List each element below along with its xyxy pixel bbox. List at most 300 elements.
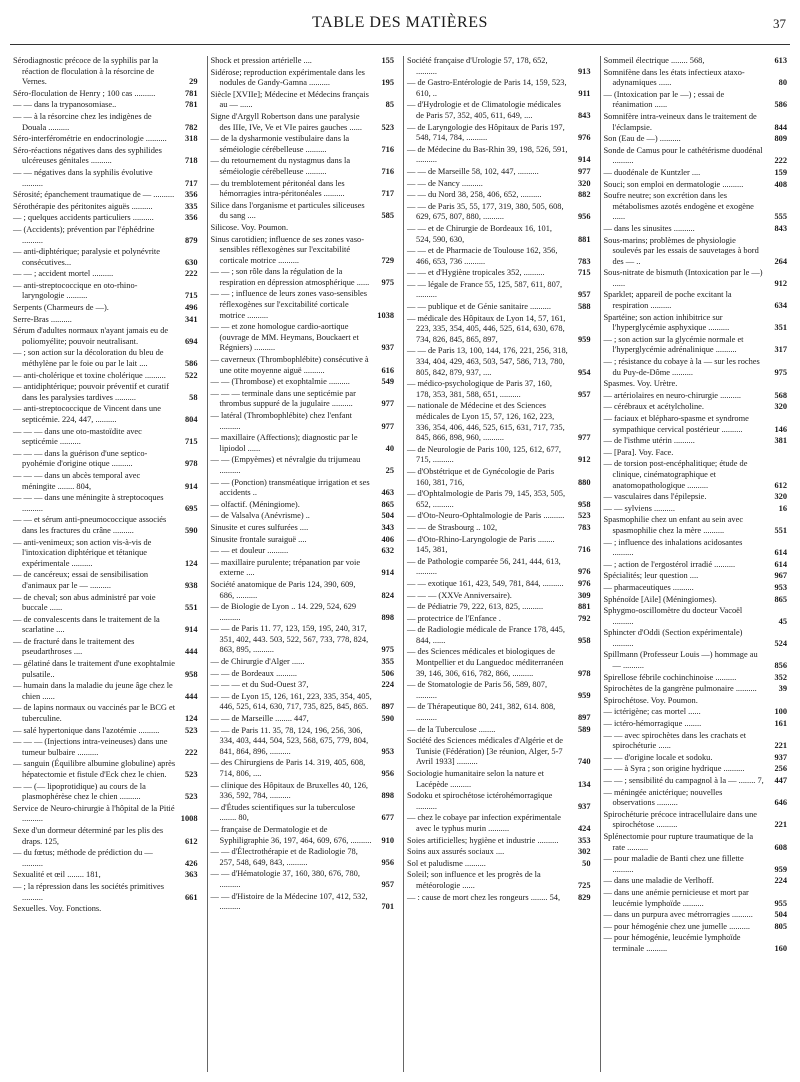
entry-page-number: 16 <box>778 503 787 513</box>
index-entry <box>211 455 395 476</box>
entry-page-number: 100 <box>774 707 787 717</box>
index-entry <box>211 825 395 846</box>
entry-text: — de fracturé dans le traitement des pseudarthroses .... <box>13 636 135 657</box>
index-entry <box>211 803 395 824</box>
entry-text: Sociologie humanitaire selon la nature et Lacépède .......... <box>407 769 544 789</box>
entry-text: — — d'Électrothérapie et de Radiologie 78, 257, 548, 649, 843, .......... <box>210 847 358 867</box>
index-entry <box>211 90 395 111</box>
index-entry <box>604 402 788 413</box>
entry-page-number: 881 <box>577 234 591 244</box>
entry-text: — anti-venimeux; son action vis-à-vis de l'intoxication diphtérique et tétanique expérimentale .......... <box>13 537 152 568</box>
entry-page-number: 80 <box>778 78 787 88</box>
index-entry <box>407 179 591 190</box>
index-entry <box>211 869 395 890</box>
index-entry <box>604 436 788 447</box>
entry-page-number: 568 <box>774 390 787 400</box>
index-entry <box>13 303 198 314</box>
entry-text: Séro-interférométrie en endocrinologie .......... <box>13 134 167 144</box>
entry-text: Serpents (Charmeurs de —). <box>13 303 109 313</box>
entry-text: — maxillaire (Affections); diagnostic par le lipiodol ...... <box>210 433 358 453</box>
entry-text: — du fœtus; méthode de prédiction du — .......... <box>13 848 153 868</box>
entry-text: — ; son action sur la décoloration du bleu de méthylène par le foie ou par le lait .... <box>13 348 164 369</box>
entry-page-number: 29 <box>189 77 198 87</box>
entry-text: — de Biologie de Lyon .. 14. 229, 524, 629 .......... <box>210 602 357 622</box>
entry-page-number: 978 <box>577 668 591 678</box>
entry-text: Service de Neuro-chirurgie à l'hôpital de la Pitié .......... <box>13 803 175 824</box>
index-entry <box>407 602 591 613</box>
entry-text: — de l'isthme utérin .......... <box>603 436 695 446</box>
entry-page-number: 523 <box>184 792 198 802</box>
entry-text: Séro-floculation de Henry ; 100 cas .......... <box>13 88 156 98</box>
index-entry <box>211 624 395 656</box>
entry-page-number: 843 <box>577 110 591 120</box>
index-entry <box>211 235 395 267</box>
entry-text: — de Gastro-Entérologie de Paris 14, 159, 523, 610, .. <box>407 78 567 98</box>
index-entry <box>211 112 395 133</box>
entry-page-number: 222 <box>774 156 787 166</box>
index-entry <box>604 459 788 491</box>
index-entry <box>604 764 788 775</box>
index-entry <box>13 538 198 570</box>
entry-page-number: 45 <box>778 616 787 626</box>
index-entry <box>604 673 788 684</box>
index-entry <box>13 134 198 145</box>
entry-page-number: 264 <box>774 256 787 266</box>
index-entry <box>13 146 198 167</box>
index-entry <box>604 832 788 853</box>
index-entry <box>211 267 395 288</box>
entry-page-number: 523 <box>381 122 394 132</box>
entry-text: Spécialités; leur question .... <box>603 571 699 581</box>
entry-text: — latéral (Thrombophlébite) chez l'enfant .......... <box>210 411 352 431</box>
entry-page-number: 958 <box>577 499 591 509</box>
entry-text: — — de Strasbourg .. 102, <box>407 522 498 532</box>
entry-page-number: 882 <box>577 190 591 200</box>
index-entry <box>604 707 788 718</box>
entry-page-number: 444 <box>184 647 198 657</box>
entry-page-number: 522 <box>184 370 198 380</box>
index-entry <box>13 826 198 847</box>
index-entry <box>211 669 395 680</box>
index-entry <box>13 326 198 347</box>
entry-page-number: 976 <box>577 133 591 143</box>
entry-text: — — — dans un abcès temporal avec méningite ........ 804, <box>13 470 141 491</box>
entry-page-number: 221 <box>774 741 787 751</box>
entry-text: — ictérigène; cas mortel ...... <box>603 707 701 717</box>
index-entry <box>13 882 198 903</box>
entry-text: Sous-marins; problèmes de physiologie soulevés par les essais de sauvetages à bord des — .. <box>603 235 759 266</box>
entry-text: Sexe d'un dormeur déterminé par les plis des draps. 125, <box>13 825 164 846</box>
index-entry <box>604 56 788 67</box>
entry-text: Spirellose fébrile cochinchinoise .......... <box>603 672 737 682</box>
entry-page-number: 506 <box>381 668 394 678</box>
entry-page-number: 40 <box>385 443 394 453</box>
entry-text: — cérébraux et acétylcholine. <box>603 402 704 412</box>
entry-page-number: 967 <box>774 571 787 581</box>
entry-text: Signe d'Argyll Robertson dans une paralysie des IIIe, IVe, Ve et VIe paires gauches ...... <box>210 111 362 132</box>
entry-page-number: 975 <box>774 367 787 377</box>
entry-text: — dans un purpura avec métrorragies .......... <box>603 910 753 920</box>
entry-text: — duodénale de Kuntzler .... <box>603 167 701 177</box>
entry-text: — du tremblotement péritonéal dans les hémorragies intra-péritonéales .......... <box>210 178 345 199</box>
entry-text: — — et sérum anti-pneumococcique associés dans les fractures du crâne .......... <box>13 515 167 535</box>
index-entry <box>13 371 198 382</box>
entry-text: Spartéine; son action inhibitrice sur l'hyperglycémie asphyxique .......... <box>603 312 730 333</box>
index-entry <box>604 448 788 459</box>
entry-page-number: 977 <box>577 433 591 443</box>
entry-page-number: 447 <box>774 776 787 785</box>
index-entry <box>13 737 198 758</box>
entry-text: Serre-Bras .......... <box>13 314 72 324</box>
entry-text: — faciaux et blépharo-spasme et syndrome sympathique cervical postérieur .......... <box>603 414 749 434</box>
entry-page-number: 677 <box>381 813 394 823</box>
entry-page-number: 302 <box>577 847 591 857</box>
entry-page-number: 646 <box>774 798 787 808</box>
entry-text: — de Pathologie comparée 56, 241, 444, 613, .......... <box>407 556 561 577</box>
index-entry <box>407 314 591 346</box>
entry-page-number: 977 <box>381 399 394 409</box>
entry-text: — méningée anictérique; nouvelles observations .......... <box>603 787 723 808</box>
index-entry <box>13 168 198 189</box>
entry-page-number: 717 <box>184 178 198 188</box>
index-entry <box>211 657 395 668</box>
entry-text: — — (— lipoprotidique) au cours de la plasmophérèse chez le chien .......... <box>13 781 146 802</box>
entry-page-number: 914 <box>184 625 198 635</box>
entry-text: — d'Oto-Rhino-Laryngologie de Paris ........ 145, 381, <box>407 534 555 555</box>
entry-text: Sinusite et cures sulfurées .... <box>210 522 309 532</box>
entry-text: — — de Paris 11. 35, 78, 124, 196, 256, 306, 334, 403, 444, 504, 523, 568, 675, 779, 804, 841, 864, 896, .......... <box>210 725 369 756</box>
index-entry <box>604 854 788 875</box>
index-entry <box>407 557 591 578</box>
entry-page-number: 914 <box>184 481 198 491</box>
entry-text: — — (Empyèmes) et névralgie du trijumeau .......... <box>210 455 361 475</box>
index-entry <box>604 922 788 933</box>
index-entry <box>211 223 395 234</box>
index-entry <box>211 523 395 534</box>
entry-text: Sol et paludisme .......... <box>407 858 486 868</box>
entry-text: — — d'Histoire de la Médecine 107, 412, 532, .......... <box>210 891 368 912</box>
index-entry <box>604 146 788 167</box>
entry-text: — — ; accident mortel .......... <box>13 269 114 279</box>
entry-text: — artériolaires en neuro-chirurgie .......... <box>603 390 742 400</box>
entry-page-number: 716 <box>381 166 394 176</box>
entry-page-number: 957 <box>381 879 394 889</box>
index-entry <box>604 571 788 582</box>
index-entry <box>407 379 591 400</box>
index-entry <box>13 515 198 536</box>
index-entry <box>407 401 591 443</box>
index-entry <box>407 579 591 590</box>
index-entry <box>604 719 788 730</box>
index-entry <box>604 180 788 191</box>
entry-page-number: 588 <box>577 302 591 312</box>
index-entry <box>407 736 591 768</box>
index-entry <box>407 202 591 223</box>
index-entry <box>407 625 591 646</box>
index-entry <box>13 202 198 213</box>
entry-text: — ; son action sur la glycémie normale et l'hyperglycémie adrénalinique .......... <box>603 334 744 355</box>
entry-page-number: 914 <box>381 568 394 578</box>
entry-page-number: 58 <box>189 392 198 402</box>
index-entry <box>13 348 198 369</box>
entry-page-number: 955 <box>774 898 787 908</box>
index-entry <box>211 758 395 779</box>
entry-page-number: 320 <box>774 492 787 502</box>
entry-text: — de Valsalva (Anévrisme) .. <box>210 511 310 521</box>
entry-text: — de cancéreux; essai de sensibilisation d'animaux par le — .......... <box>13 570 149 590</box>
entry-text: — d'Ophtalmologie de Paris 79, 145, 353, 505, 652, .......... <box>407 489 566 509</box>
entry-page-number: 781 <box>184 88 198 98</box>
entry-text: — médico-psychologique de Paris 37, 160, 178, 353, 381, 588, 651, .......... <box>407 379 552 399</box>
entry-text: — protectrice de l'Enfance . <box>407 613 501 623</box>
index-entry <box>211 726 395 758</box>
entry-text: Silice dans l'organisme et particules siliceuses du sang .... <box>210 200 365 221</box>
entry-page-number: 976 <box>577 567 591 577</box>
index-entry <box>407 467 591 488</box>
entry-text: — — — dans une méningite à streptocoques .......... <box>13 493 164 513</box>
index-entry <box>13 615 198 636</box>
entry-page-number: 661 <box>184 892 198 902</box>
entry-text: — clinique des Hôpitaux de Bruxelles 40, 126, 336, 592, 784, .......... <box>210 780 368 801</box>
index-entry <box>211 558 395 579</box>
index-entry <box>407 224 591 245</box>
entry-page-number: 879 <box>184 235 198 245</box>
entry-page-number: 124 <box>184 714 198 724</box>
index-entry <box>407 489 591 510</box>
entry-text: — d'Hydrologie et de Climatologie médicales de Paris 57, 352, 405, 611, 649, .... <box>407 100 561 120</box>
entry-page-number: 408 <box>774 179 787 189</box>
entry-text: — — ; son rôle dans la régulation de la respiration en dépression atmosphérique ...... <box>210 267 370 287</box>
entry-text: — de Stomatologie de Paris 56, 589, 807, .......... <box>407 680 548 700</box>
entry-text: Sidérose; reproduction expérimentale dans les nodules de Gandy-Gamna .......... <box>210 67 365 88</box>
entry-text: — — (Thrombose) et exophtalmie .......... <box>210 377 350 387</box>
entry-page-number: 424 <box>577 823 591 833</box>
entry-text: — — et de Chirurgie de Bordeaux 16, 101, 524, 590, 630, <box>407 223 552 244</box>
index-entry <box>211 322 395 354</box>
entry-text: — anti-streptococcique de Vincent dans une septicémie. 224, 447, .......... <box>13 404 161 424</box>
index-entry <box>604 224 788 235</box>
entry-text: — de la Tuberculose ........ <box>407 724 496 734</box>
entry-text: — — (Ponction) transméatique irrigation et ses accidents .. <box>210 477 370 498</box>
entry-page-number: 881 <box>577 602 591 612</box>
entry-page-number: 783 <box>577 256 591 266</box>
entry-page-number: 978 <box>184 459 198 469</box>
entry-text: — — — dans la guérison d'une septico-pyohémie d'origine otique .......... <box>13 448 148 469</box>
index-entry <box>407 511 591 522</box>
index-entry <box>407 647 591 679</box>
entry-text: Soies artificielles; hygiène et industrie .......... <box>407 835 559 845</box>
index-column-4 <box>600 56 791 1072</box>
index-entry <box>407 769 591 790</box>
entry-page-number: 911 <box>578 88 591 98</box>
entry-text: — — à la résorcine chez les indigènes de Douala .......... <box>13 111 152 132</box>
entry-text: — (Intoxication par le —) ; essai de réanimation ...... <box>603 89 725 110</box>
entry-text: — — et zone homologue cardio-aortique (ouvrage de MM. Heymans, Bouckaert et Régniers) .......... <box>210 322 359 353</box>
index-entry <box>211 389 395 410</box>
entry-page-number: 630 <box>184 257 198 267</box>
entry-page-number: 953 <box>381 746 394 756</box>
entry-page-number: 957 <box>577 290 591 300</box>
entry-text: — — exotique 161, 423, 549, 781, 844, .......... <box>407 578 564 588</box>
entry-page-number: 954 <box>577 367 591 377</box>
index-entry <box>604 696 788 707</box>
entry-text: Sérum d'adultes normaux n'ayant jamais eu de poliomyélite; pouvoir neutralisant. <box>13 326 169 346</box>
entry-page-number: 975 <box>381 277 394 287</box>
entry-page-number: 844 <box>774 122 787 132</box>
entry-page-number: 880 <box>577 477 591 487</box>
entry-text: Société française d'Urologie 57, 178, 652, .......... <box>407 56 548 76</box>
index-columns <box>10 56 790 1072</box>
entry-page-number: 406 <box>381 534 394 544</box>
entry-page-number: 222 <box>184 747 198 757</box>
index-entry <box>13 726 198 737</box>
entry-page-number: 159 <box>774 167 787 177</box>
entry-text: Somnifène dans les états infectieux ataxo-adynamiques ...... <box>603 67 745 88</box>
index-entry <box>604 888 788 909</box>
entry-text: — d'Obstétrique et de Gynécologie de Paris 160, 381, 716, <box>407 466 555 487</box>
entry-page-number: 524 <box>774 638 787 648</box>
entry-text: — — légale de France 55, 125, 587, 611, 807, .......... <box>407 279 563 300</box>
page-title: TABLE DES MATIÈRES <box>312 14 488 31</box>
entry-page-number: 523 <box>184 770 198 779</box>
entry-text: Spasmes. Voy. Urètre. <box>603 379 678 389</box>
index-entry <box>13 848 198 869</box>
entry-text: — — — (XXVe Anniversaire). <box>407 590 512 600</box>
entry-text: Sphincter d'Oddi (Section expérimentale) .......... <box>603 628 743 648</box>
entry-text: — pharmaceutiques .......... <box>603 582 694 592</box>
index-entry <box>211 535 395 546</box>
entry-page-number: 716 <box>381 144 394 154</box>
index-entry <box>13 190 198 201</box>
entry-text: Sparklet; appareil de poche excitant la respiration .......... <box>603 290 732 311</box>
entry-text: — — à Syra ; son origine hydrique .......... <box>603 764 745 774</box>
entry-text: — de Chirurgie d'Alger ...... <box>210 657 305 667</box>
index-entry <box>407 791 591 812</box>
index-entry <box>13 904 198 915</box>
index-entry <box>211 680 395 691</box>
entry-page-number: 551 <box>774 525 787 535</box>
index-entry <box>13 703 198 724</box>
entry-text: — anti-cholérique et toxine cholérique .......... <box>13 370 166 380</box>
entry-page-number: 351 <box>774 323 787 333</box>
index-entry <box>407 302 591 313</box>
index-entry <box>13 759 198 780</box>
index-entry <box>13 427 198 448</box>
index-entry <box>604 134 788 145</box>
entry-text: Sinusite frontale suraiguë .... <box>210 534 307 544</box>
index-entry <box>604 290 788 311</box>
entry-text: — — sylviens .......... <box>603 503 675 513</box>
entry-page-number: 898 <box>381 612 394 622</box>
entry-text: — — et de Pharmacie de Toulouse 162, 356, 466, 653, 736 .......... <box>407 246 558 266</box>
index-entry <box>211 355 395 376</box>
entry-text: Sodoku et spirochétose ictérohémorragique .......... <box>407 791 553 811</box>
entry-text: Siècle [XVIIe]; Médecine et Médecins français au — ...... <box>210 89 369 110</box>
index-entry <box>604 268 788 289</box>
index-entry <box>13 213 198 224</box>
index-entry <box>604 788 788 809</box>
entry-text: — — de Lyon 15, 126, 161, 223, 335, 354, 405, 446, 525, 614, 630, 717, 735, 825, 845, 865. <box>210 691 372 712</box>
entry-page-number: 910 <box>381 835 394 845</box>
entry-text: Soins aux assurés sociaux .... <box>407 847 505 857</box>
entry-text: — dans une maladie de Verlhoff. <box>603 876 714 886</box>
entry-page-number: 782 <box>184 122 198 132</box>
entry-text: Sinus carotidien; influence de ses zones vaso-sensibles réflexogènes sur l'excitabilité corticale motrice .......... <box>210 234 364 265</box>
index-entry <box>13 449 198 470</box>
index-entry <box>604 168 788 179</box>
entry-page-number: 124 <box>184 558 198 568</box>
index-entry <box>13 870 198 881</box>
entry-text: — salé hypertonique dans l'azotémie .......... <box>13 725 160 735</box>
entry-page-number: 221 <box>774 820 787 830</box>
index-entry <box>407 100 591 121</box>
entry-page-number: 829 <box>577 892 591 902</box>
entry-page-number: 937 <box>577 801 591 811</box>
entry-page-number: 555 <box>774 212 787 222</box>
index-entry <box>407 346 591 378</box>
entry-page-number: 444 <box>184 691 198 701</box>
index-entry <box>604 391 788 402</box>
entry-page-number: 783 <box>577 522 591 532</box>
index-entry <box>13 89 198 100</box>
entry-text: — — et douleur .......... <box>210 546 289 556</box>
entry-page-number: 976 <box>577 578 591 588</box>
entry-text: — dans une anémie pernicieuse et mort par leucémie lymphoïde .......... <box>603 887 749 908</box>
entry-page-number: 959 <box>577 334 591 344</box>
entry-page-number: 956 <box>577 212 591 222</box>
index-entry <box>407 680 591 701</box>
entry-text: Spirochéturie précoce intracellulaire dans une spirochétose .......... <box>603 809 757 830</box>
index-entry <box>604 731 788 752</box>
index-entry <box>407 836 591 847</box>
entry-text: Splénectomie pour rupture traumatique de la rate .......... <box>603 831 754 852</box>
entry-page-number: 224 <box>774 876 787 886</box>
index-entry <box>211 511 395 522</box>
entry-page-number: 586 <box>774 100 787 110</box>
entry-text: — ; la répression dans les sociétés primitives .......... <box>13 881 164 902</box>
index-entry <box>13 659 198 680</box>
entry-page-number: 318 <box>184 134 198 144</box>
entry-text: — chez le cobaye par infection expérimentale avec le typhus murin .......... <box>407 813 561 833</box>
index-entry <box>407 893 591 904</box>
entry-page-number: 589 <box>577 724 591 734</box>
entry-text: — de Thérapeutique 80, 241, 382, 614. 808, .......... <box>407 702 556 723</box>
index-entry <box>13 681 198 702</box>
index-entry <box>13 804 198 825</box>
entry-page-number: 356 <box>184 190 198 200</box>
entry-text: — [Para]. Voy. Face. <box>603 447 674 457</box>
entry-text: — antidiphtérique; pouvoir préventif et curatif dans les paralysies tardives .......... <box>13 382 170 402</box>
index-entry <box>604 335 788 356</box>
entry-text: — sanguin (Équilibre albumine globuline) après hépatectomie et fistule d'Eck chez le chien. <box>13 759 176 779</box>
index-entry <box>13 225 198 246</box>
entry-text: — — de Nancy .......... <box>407 178 483 188</box>
entry-text: — caverneux (Thrombophlébite) consécutive à une otite moyenne aiguë .......... <box>210 355 369 375</box>
entry-text: Spillmann (Professeur Louis —) hommage au — .......... <box>603 650 758 671</box>
entry-text: Société anatomique de Paris 124, 390, 609, 686, .......... <box>210 579 356 600</box>
entry-text: — française de Dermatologie et de Syphiligraphie 36, 197, 464, 609, 676, .......... <box>210 824 372 845</box>
index-entry <box>407 591 591 602</box>
entry-page-number: 959 <box>774 864 787 874</box>
entry-text: — maxillaire purulente; trépanation par voie externe .... <box>210 557 361 578</box>
entry-page-number: 740 <box>577 757 591 767</box>
entry-text: — pour hémogénie chez une jumelle .......... <box>603 921 751 931</box>
entry-page-number: 729 <box>381 255 394 265</box>
entry-text: — dans les sinusites .......... <box>603 223 695 233</box>
index-entry <box>604 379 788 390</box>
entry-text: Séro-réactions négatives dans des syphilides ulcéreuses génitales .......... <box>13 145 162 166</box>
index-entry <box>211 68 395 89</box>
